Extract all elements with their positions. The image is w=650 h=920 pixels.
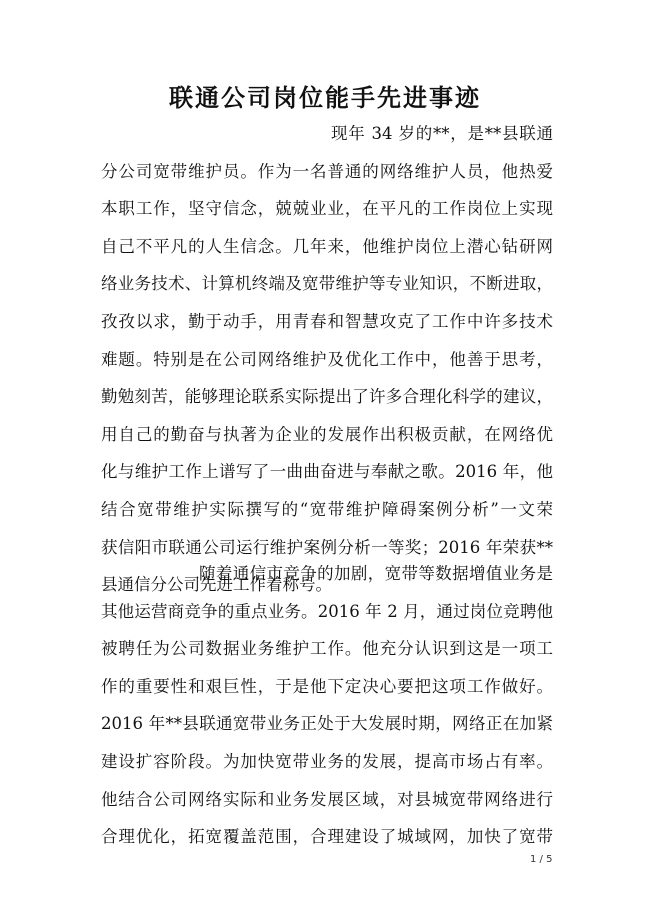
text-line: 络业务技术、计算机终端及宽带维护等专业知识，不断进取， xyxy=(101,274,553,294)
text-line: 用自己的勤奋与执著为企业的发展作出积极贡献，在网络优 xyxy=(101,424,553,444)
paragraph-1 xyxy=(101,115,553,604)
text-line: 他结合公司网络实际和业务发展区域，对县城宽带网络进行 xyxy=(101,789,553,809)
text-line: 化与维护工作上谱写了一曲曲奋进与奉献之歌。2016 年，他 xyxy=(101,462,553,482)
text-line: 作的重要性和艰巨性，于是他下定决心要把这项工作做好。 xyxy=(101,676,553,696)
text-line: 本职工作，坚守信念，兢兢业业，在平凡的工作岗位上实现 xyxy=(101,199,553,219)
text-line: 建设扩容阶段。为加快宽带业务的发展，提高市场占有率。 xyxy=(101,751,553,771)
document-title: 联通公司岗位能手先进事迹 xyxy=(169,83,481,112)
text-line: 被聘任为公司数据业务维护工作。他充分认识到这是一项工 xyxy=(101,639,553,659)
text-line: 随着通信市竞争的加剧，宽带等数据增值业务是 xyxy=(199,564,553,583)
text-line: 勤勉刻苦，能够理论联系实际提出了许多合理化科学的建议， xyxy=(101,387,553,407)
text-line: 难题。特别是在公司网络维护及优化工作中，他善于思考， xyxy=(101,349,553,369)
text-line: 合理优化，拓宽覆盖范围，合理建设了城域网，加快了宽带 xyxy=(101,827,553,847)
text-line: 获信阳市联通公司运行维护案例分析一等奖；2016 年荣获** xyxy=(101,537,553,557)
page-number: 1 / 5 xyxy=(530,854,553,865)
text-line: 结合宽带维护实际撰写的“宽带维护障碍案例分析”一文荣 xyxy=(101,499,553,519)
text-line: 自己不平凡的人生信念。几年来，他维护岗位上潜心钻研网 xyxy=(101,236,553,256)
text-line: 县通信分公司先进工作着称号。 xyxy=(101,575,332,595)
paragraph-2 xyxy=(101,555,553,856)
text-line: 现年 34 岁的**，是**县联通 xyxy=(331,124,553,143)
text-line: 孜孜以求，勤于动手，用青春和智慧攻克了工作中许多技术 xyxy=(101,311,553,331)
text-line: 其他运营商竞争的重点业务。2016 年 2 月，通过岗位竞聘他 xyxy=(101,601,553,621)
text-line: 分公司宽带维护员。作为一名普通的网络维护人员，他热爱 xyxy=(101,161,553,181)
text-line: 2016 年**县联通宽带业务正处于大发展时期，网络正在加紧 xyxy=(101,714,553,734)
